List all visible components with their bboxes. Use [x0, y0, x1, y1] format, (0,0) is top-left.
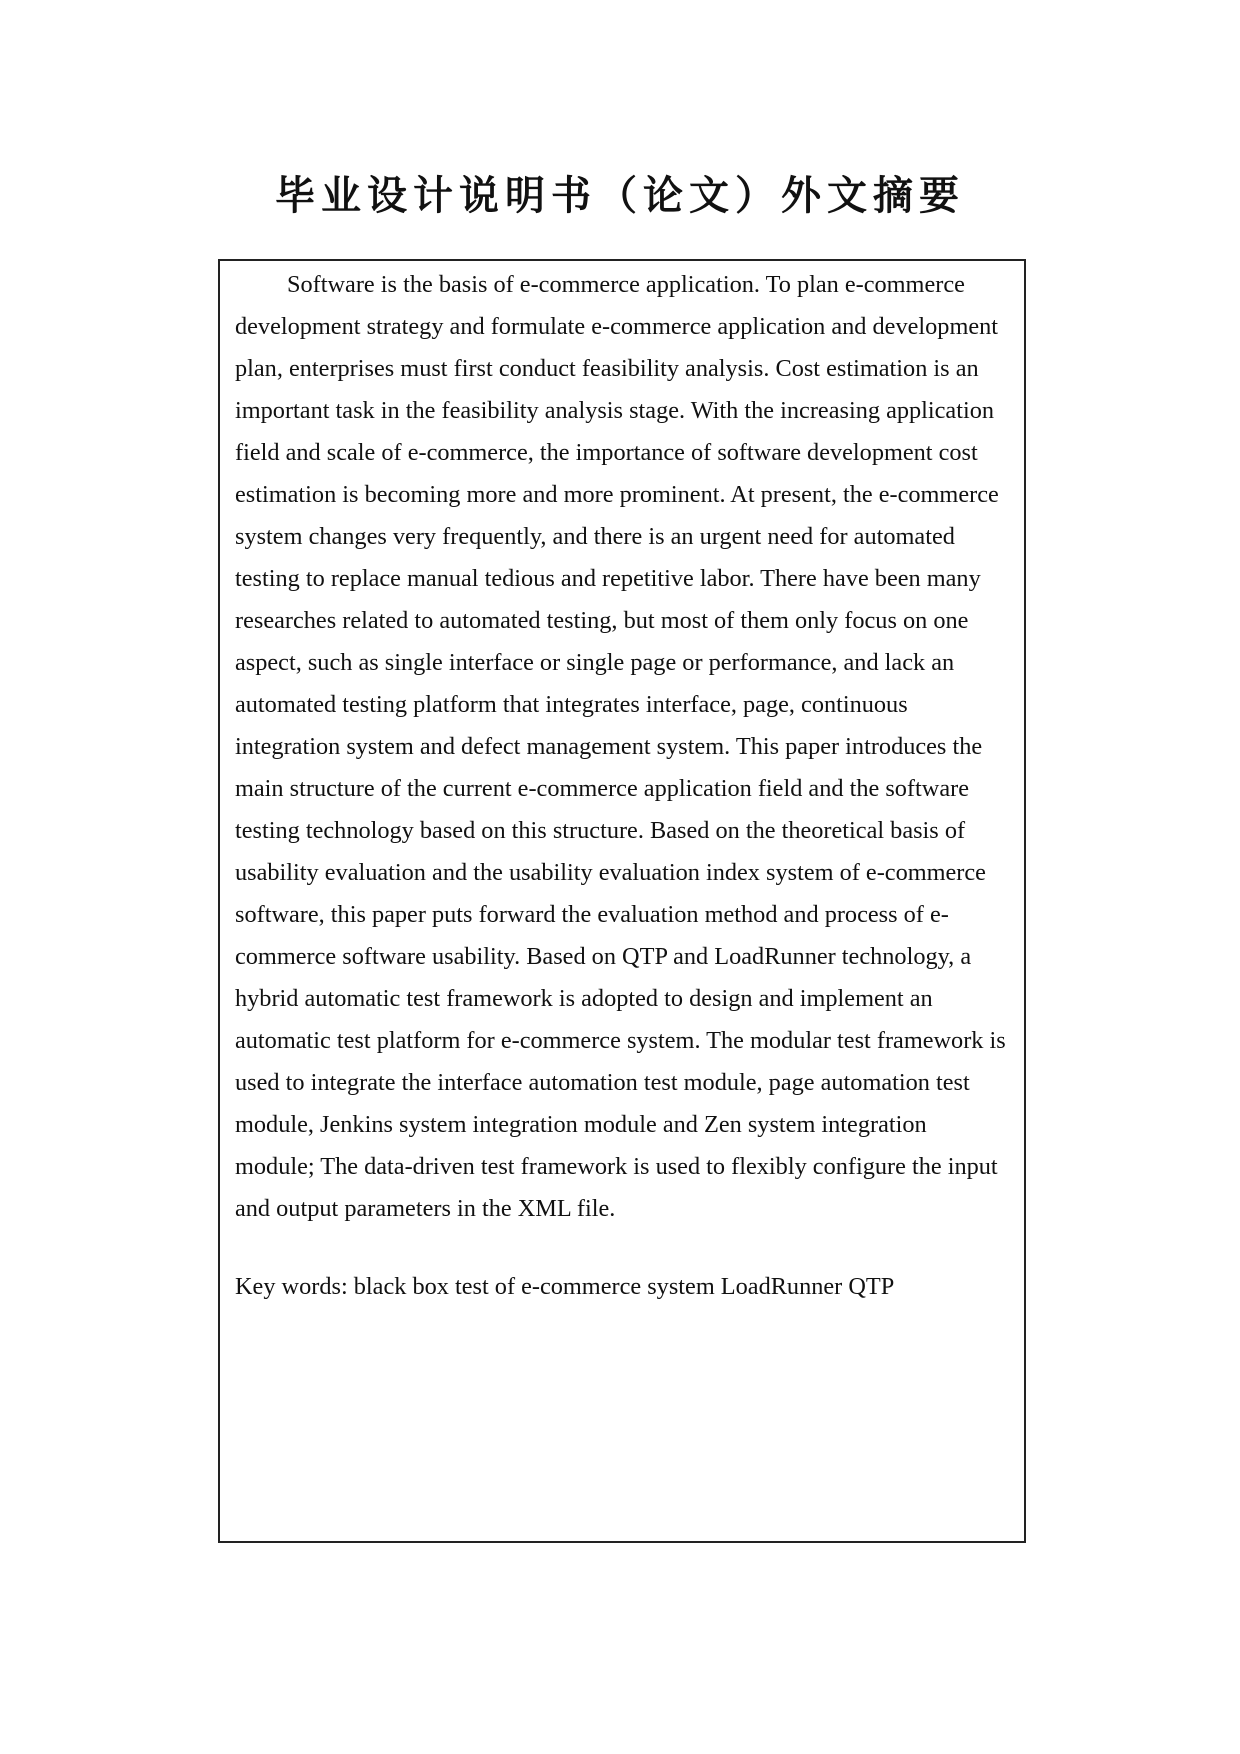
- abstract-text: Software is the basis of e-commerce application. To plan e-commerce development strategy and formulate e-commerce application and development plan, enterprises must first conduct feasibility analysis. Cost estimation is an important task in the feasibility analysis stage. With the increasing application field and scale of e-commerce, the importance of software development cost estimation is becoming more and more prominent. At present, the e-commerce system changes very frequently, and there is an urgent need for automated testing to replace manual tedious and repetitive labor. There have been many researches related to automated testing, but most of them only focus on one aspect, such as single interface or single page or performance, and lack an automated testing platform that integrates interface, page, continuous integration system and defect management system. This paper introduces the main structure of the current e-commerce application field and the software testing technology based on this structure. Based on the theoretical basis of usability evaluation and the usability evaluation index system of e-commerce software, this paper puts forward the evaluation method and process of e-commerce software usability. Based on QTP and LoadRunner technology, a hybrid automatic test framework is adopted to design and implement an automatic test platform for e-commerce system. The modular test framework is used to integrate the interface automation test module, page automation test module, Jenkins system integration module and Zen system integration module; The data-driven test framework is used to flexibly configure the input and output parameters in the XML file.: [235, 271, 1006, 1222]
- keywords-line: Key words: black box test of e-commerce system LoadRunner QTP: [235, 1273, 895, 1300]
- abstract-box: [218, 259, 1026, 1543]
- page-title: 毕业设计说明书（论文）外文摘要: [275, 173, 965, 219]
- abstract-paragraph: [235, 264, 1011, 1230]
